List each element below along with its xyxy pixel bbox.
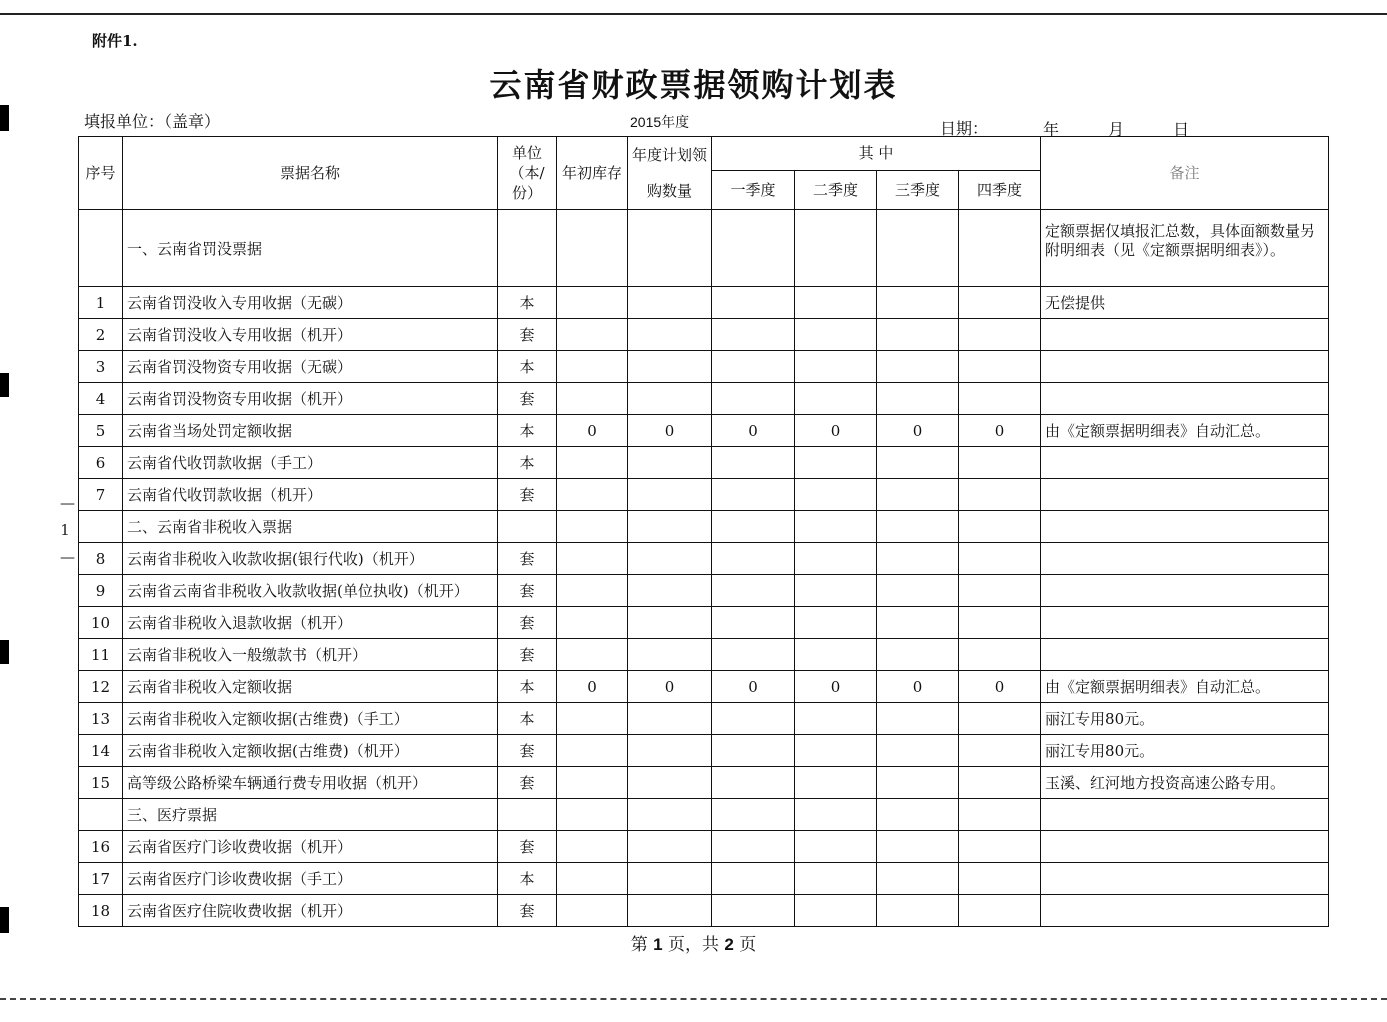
cell-stock[interactable] — [557, 383, 628, 415]
cell-plan[interactable] — [628, 735, 712, 767]
cell-q1[interactable] — [712, 287, 795, 319]
cell-q1[interactable] — [712, 639, 795, 671]
cell-q3[interactable] — [877, 735, 959, 767]
cell-q2[interactable] — [795, 735, 877, 767]
row-unit: 套 — [498, 479, 557, 511]
row-number: 2 — [79, 319, 123, 351]
cell-q2[interactable] — [795, 319, 877, 351]
section-title: 二、云南省非税收入票据 — [123, 511, 498, 543]
header-seq: 序号 — [79, 137, 123, 210]
cell-q4[interactable] — [959, 319, 1041, 351]
header-remark: 备注 — [1041, 137, 1329, 210]
page-footer: 第 1 页，共 2 页 — [630, 935, 757, 955]
cell-plan[interactable]: 0 — [628, 415, 712, 447]
cell-q1[interactable] — [712, 575, 795, 607]
cell-stock[interactable] — [557, 543, 628, 575]
cell-q1[interactable] — [712, 895, 795, 927]
cell-q4[interactable] — [959, 639, 1041, 671]
cell-q4[interactable] — [959, 767, 1041, 799]
row-name: 云南省非税收入定额收据(古维费)（手工） — [123, 703, 498, 735]
cell-q2[interactable] — [795, 895, 877, 927]
cell-q1[interactable] — [712, 863, 795, 895]
row-name: 云南省医疗住院收费收据（机开） — [123, 895, 498, 927]
cell-stock[interactable]: 0 — [557, 671, 628, 703]
cell-q2[interactable] — [795, 479, 877, 511]
table-row — [79, 575, 1329, 607]
cell-q2[interactable]: 0 — [795, 671, 877, 703]
cell-q2[interactable] — [795, 287, 877, 319]
cell-q3[interactable]: 0 — [877, 415, 959, 447]
row-remark[interactable]: 玉溪、红河地方投资高速公路专用。 — [1041, 767, 1329, 799]
row-unit: 本 — [498, 351, 557, 383]
top-border-line — [0, 13, 1387, 15]
cell-stock[interactable] — [557, 735, 628, 767]
empty-cell[interactable] — [628, 799, 712, 831]
cell-q2[interactable] — [795, 703, 877, 735]
header-stock: 年初库存 — [557, 137, 628, 210]
cell-q4[interactable]: 0 — [959, 415, 1041, 447]
row-remark[interactable] — [1041, 479, 1329, 511]
row-number: 18 — [79, 895, 123, 927]
row-unit: 套 — [498, 543, 557, 575]
section-title: 一、云南省罚没票据 — [123, 210, 498, 287]
cell-stock[interactable] — [557, 863, 628, 895]
header-plan: 年度计划领购数量 — [628, 137, 712, 210]
cell-q1[interactable] — [712, 703, 795, 735]
attachment-label: 附件1. — [92, 32, 138, 50]
cell-q1[interactable] — [712, 447, 795, 479]
table-row — [79, 479, 1329, 511]
row-name: 云南省罚没物资专用收据（无碳） — [123, 351, 498, 383]
row-name: 云南省非税收入退款收据（机开） — [123, 607, 498, 639]
cell-plan[interactable] — [628, 575, 712, 607]
empty-cell[interactable] — [1041, 511, 1329, 543]
current-page: 1 — [653, 935, 663, 954]
row-unit: 套 — [498, 607, 557, 639]
cell-q1[interactable]: 0 — [712, 415, 795, 447]
cell-q1[interactable] — [712, 319, 795, 351]
cell-q4[interactable] — [959, 287, 1041, 319]
cell-q4[interactable] — [959, 479, 1041, 511]
cell-plan[interactable] — [628, 863, 712, 895]
row-remark[interactable] — [1041, 639, 1329, 671]
cell-stock[interactable] — [557, 319, 628, 351]
row-name: 云南省罚没收入专用收据（无碳） — [123, 287, 498, 319]
cell-q3[interactable] — [877, 831, 959, 863]
row-unit: 套 — [498, 319, 557, 351]
cell-plan[interactable] — [628, 383, 712, 415]
cell-q3[interactable] — [877, 351, 959, 383]
row-remark[interactable] — [1041, 863, 1329, 895]
row-number: 16 — [79, 831, 123, 863]
cell-q2[interactable] — [795, 447, 877, 479]
cell-stock[interactable] — [557, 831, 628, 863]
cell-q3[interactable] — [877, 863, 959, 895]
row-remark[interactable] — [1041, 319, 1329, 351]
cell-plan[interactable] — [628, 703, 712, 735]
header-name: 票据名称 — [123, 137, 498, 210]
year-label: 2015年度 — [630, 114, 690, 130]
row-name: 云南省当场处罚定额收据 — [123, 415, 498, 447]
row-name: 云南省医疗门诊收费收据（手工） — [123, 863, 498, 895]
cell-q1[interactable]: 0 — [712, 671, 795, 703]
table-row — [79, 607, 1329, 639]
cell-q3[interactable] — [877, 895, 959, 927]
empty-cell[interactable] — [79, 511, 123, 543]
cell-stock[interactable] — [557, 575, 628, 607]
row-number: 1 — [79, 287, 123, 319]
date-parts[interactable]: 年 月 日 — [1043, 120, 1212, 139]
row-unit: 套 — [498, 639, 557, 671]
date-label: 日期： — [940, 119, 989, 138]
row-remark[interactable]: 丽江专用80元。 — [1041, 703, 1329, 735]
row-name: 云南省代收罚款收据（机开） — [123, 479, 498, 511]
section-row — [79, 799, 1329, 831]
empty-cell[interactable] — [712, 799, 795, 831]
row-unit: 套 — [498, 895, 557, 927]
cell-plan[interactable] — [628, 479, 712, 511]
empty-cell[interactable] — [79, 799, 123, 831]
cell-stock[interactable] — [557, 447, 628, 479]
cell-plan[interactable]: 0 — [628, 671, 712, 703]
cell-stock[interactable]: 0 — [557, 415, 628, 447]
section-remark: 定额票据仅填报汇总数，具体面额数量另附明细表（见《定额票据明细表》）。 — [1041, 210, 1329, 287]
cell-q3[interactable]: 0 — [877, 671, 959, 703]
row-name: 云南省非税收入定额收据 — [123, 671, 498, 703]
empty-cell[interactable] — [795, 511, 877, 543]
unit-label[interactable]: 填报单位：（盖章） — [84, 112, 221, 131]
row-remark[interactable]: 无偿提供 — [1041, 287, 1329, 319]
row-number: 9 — [79, 575, 123, 607]
cell-q4[interactable] — [959, 703, 1041, 735]
cell-stock[interactable] — [557, 767, 628, 799]
empty-cell[interactable] — [712, 511, 795, 543]
cell-q2[interactable] — [795, 831, 877, 863]
row-name: 云南省代收罚款收据（手工） — [123, 447, 498, 479]
empty-cell[interactable] — [557, 511, 628, 543]
row-remark[interactable]: 由《定额票据明细表》自动汇总。 — [1041, 415, 1329, 447]
cell-q3[interactable] — [877, 447, 959, 479]
row-number: 12 — [79, 671, 123, 703]
table-row — [79, 831, 1329, 863]
empty-cell[interactable] — [498, 511, 557, 543]
cell-q4[interactable] — [959, 447, 1041, 479]
row-unit: 套 — [498, 575, 557, 607]
row-remark[interactable] — [1041, 895, 1329, 927]
section-title: 三、医疗票据 — [123, 799, 498, 831]
cell-q1[interactable] — [712, 831, 795, 863]
empty-cell[interactable] — [959, 511, 1041, 543]
scan-mark — [0, 640, 9, 664]
cell-q2[interactable] — [795, 639, 877, 671]
section-row — [79, 210, 1329, 287]
cell-q4[interactable] — [959, 351, 1041, 383]
empty-cell[interactable] — [877, 799, 959, 831]
row-remark[interactable] — [1041, 351, 1329, 383]
cell-plan[interactable] — [628, 831, 712, 863]
cell-q4[interactable] — [959, 895, 1041, 927]
row-number: 10 — [79, 607, 123, 639]
cell-stock[interactable] — [557, 895, 628, 927]
row-name: 云南省非税收入收款收据(银行代收)（机开） — [123, 543, 498, 575]
cell-q3[interactable] — [877, 703, 959, 735]
cell-q1[interactable] — [712, 735, 795, 767]
empty-cell[interactable] — [628, 511, 712, 543]
cell-stock[interactable] — [557, 607, 628, 639]
row-name: 云南省非税收入一般缴款书（机开） — [123, 639, 498, 671]
table-row — [79, 735, 1329, 767]
cell-q2[interactable] — [795, 351, 877, 383]
row-unit: 本 — [498, 415, 557, 447]
cell-stock[interactable] — [557, 703, 628, 735]
page-title: 云南省财政票据领购计划表 — [489, 66, 898, 104]
row-remark[interactable] — [1041, 543, 1329, 575]
cell-q2[interactable] — [795, 383, 877, 415]
table-row — [79, 447, 1329, 479]
row-number: 17 — [79, 863, 123, 895]
row-remark[interactable] — [1041, 575, 1329, 607]
cell-q2[interactable] — [795, 543, 877, 575]
cell-q2[interactable] — [795, 607, 877, 639]
cell-plan[interactable] — [628, 319, 712, 351]
cell-plan[interactable] — [628, 287, 712, 319]
cell-plan[interactable] — [628, 895, 712, 927]
table-row — [79, 639, 1329, 671]
row-unit: 套 — [498, 383, 557, 415]
row-unit: 本 — [498, 447, 557, 479]
row-name: 云南省医疗门诊收费收据（机开） — [123, 831, 498, 863]
empty-cell[interactable] — [877, 511, 959, 543]
row-unit: 套 — [498, 767, 557, 799]
row-unit: 套 — [498, 831, 557, 863]
cell-q4[interactable]: 0 — [959, 671, 1041, 703]
table-row — [79, 863, 1329, 895]
empty-cell[interactable] — [959, 799, 1041, 831]
cell-q3[interactable] — [877, 479, 959, 511]
row-number: 8 — [79, 543, 123, 575]
cell-q1[interactable] — [712, 383, 795, 415]
cell-q1[interactable] — [712, 351, 795, 383]
row-number: 4 — [79, 383, 123, 415]
empty-cell[interactable] — [498, 799, 557, 831]
cell-q1[interactable] — [712, 767, 795, 799]
cell-q3[interactable] — [877, 575, 959, 607]
table-row — [79, 351, 1329, 383]
row-number: 14 — [79, 735, 123, 767]
plan-table — [78, 136, 1329, 927]
row-name: 云南省罚没收入专用收据（机开） — [123, 319, 498, 351]
cell-q4[interactable] — [959, 383, 1041, 415]
row-remark[interactable]: 丽江专用80元。 — [1041, 735, 1329, 767]
empty-cell[interactable] — [1041, 799, 1329, 831]
cell-q4[interactable] — [959, 607, 1041, 639]
cell-plan[interactable] — [628, 447, 712, 479]
cell-plan[interactable] — [628, 607, 712, 639]
table-row — [79, 671, 1329, 703]
total-pages: 2 — [724, 935, 734, 954]
row-unit: 本 — [498, 863, 557, 895]
row-unit: 本 — [498, 671, 557, 703]
row-number: 6 — [79, 447, 123, 479]
row-unit: 本 — [498, 287, 557, 319]
cell-q4[interactable] — [959, 831, 1041, 863]
cell-q2[interactable] — [795, 575, 877, 607]
row-remark[interactable] — [1041, 383, 1329, 415]
row-number: 11 — [79, 639, 123, 671]
header-unit: 单位（本/份） — [498, 137, 557, 210]
cell-q3[interactable] — [877, 639, 959, 671]
cell-plan[interactable] — [628, 767, 712, 799]
row-number: 15 — [79, 767, 123, 799]
bottom-border-line — [0, 998, 1387, 1000]
cell-plan[interactable] — [628, 351, 712, 383]
cell-q4[interactable] — [959, 863, 1041, 895]
cell-q2[interactable] — [795, 863, 877, 895]
cell-stock[interactable] — [557, 351, 628, 383]
cell-q3[interactable] — [877, 543, 959, 575]
row-name: 云南省云南省非税收入收款收据(单位执收)（机开） — [123, 575, 498, 607]
cell-q4[interactable] — [959, 575, 1041, 607]
table-row — [79, 767, 1329, 799]
row-remark[interactable] — [1041, 607, 1329, 639]
cell-q1[interactable] — [712, 479, 795, 511]
cell-plan[interactable] — [628, 543, 712, 575]
row-number: 7 — [79, 479, 123, 511]
header-among: 其 中 — [712, 137, 1041, 171]
table-row — [79, 383, 1329, 415]
scan-mark — [0, 105, 9, 131]
row-remark[interactable] — [1041, 447, 1329, 479]
cell-q3[interactable] — [877, 287, 959, 319]
row-name: 高等级公路桥梁车辆通行费专用收据（机开） — [123, 767, 498, 799]
table-row — [79, 415, 1329, 447]
cell-q3[interactable] — [877, 383, 959, 415]
cell-q4[interactable] — [959, 735, 1041, 767]
cell-q1[interactable] — [712, 543, 795, 575]
row-number: 13 — [79, 703, 123, 735]
cell-q3[interactable] — [877, 767, 959, 799]
cell-q1[interactable] — [712, 607, 795, 639]
header-q4: 四季度 — [959, 170, 1041, 209]
table-row — [79, 287, 1329, 319]
row-number: 3 — [79, 351, 123, 383]
scan-mark — [0, 373, 9, 397]
cell-q3[interactable] — [877, 607, 959, 639]
side-page-mark: — 1 — — [60, 494, 75, 566]
section-row — [79, 511, 1329, 543]
table-row — [79, 319, 1329, 351]
cell-stock[interactable] — [557, 639, 628, 671]
cell-stock[interactable] — [557, 287, 628, 319]
header-q1: 一季度 — [712, 170, 795, 209]
cell-q4[interactable] — [959, 543, 1041, 575]
row-number: 5 — [79, 415, 123, 447]
row-unit: 本 — [498, 703, 557, 735]
row-name: 云南省罚没物资专用收据（机开） — [123, 383, 498, 415]
cell-plan[interactable] — [628, 639, 712, 671]
table-row — [79, 543, 1329, 575]
row-name: 云南省非税收入定额收据(古维费)（机开） — [123, 735, 498, 767]
row-remark[interactable]: 由《定额票据明细表》自动汇总。 — [1041, 671, 1329, 703]
cell-q2[interactable] — [795, 767, 877, 799]
empty-cell[interactable] — [557, 799, 628, 831]
header-q2: 二季度 — [795, 170, 877, 209]
cell-q2[interactable]: 0 — [795, 415, 877, 447]
row-remark[interactable] — [1041, 831, 1329, 863]
table-row — [79, 703, 1329, 735]
cell-stock[interactable] — [557, 479, 628, 511]
table-row — [79, 895, 1329, 927]
cell-q3[interactable] — [877, 319, 959, 351]
header-q3: 三季度 — [877, 170, 959, 209]
row-unit: 套 — [498, 735, 557, 767]
empty-cell[interactable] — [795, 799, 877, 831]
